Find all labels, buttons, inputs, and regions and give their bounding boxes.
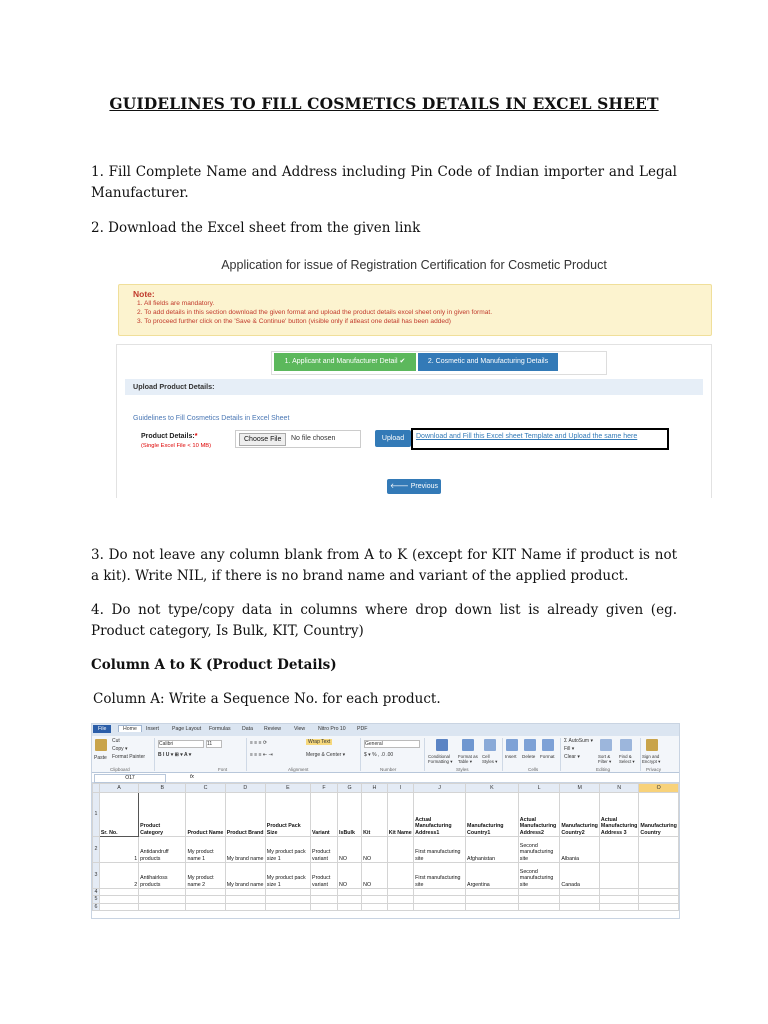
product-details-label: Product Details:* <box>141 433 198 440</box>
application-form-screenshot <box>116 252 712 498</box>
ribbon-separator <box>246 738 247 771</box>
guidelines-link[interactable]: Guidelines to Fill Cosmetics Details in Excel Sheet <box>133 415 290 422</box>
cell[interactable]: 1 <box>99 837 138 863</box>
cell[interactable] <box>639 896 679 903</box>
cell[interactable] <box>265 903 310 910</box>
paste-icon[interactable] <box>95 739 107 751</box>
cell[interactable]: My product pack size 1 <box>265 863 310 889</box>
row-header[interactable]: 4 <box>94 889 98 895</box>
cell[interactable] <box>99 896 138 903</box>
conditional-formatting-button[interactable]: Conditional Formatting ▾ <box>428 754 453 764</box>
formula-bar <box>92 773 679 783</box>
cell[interactable] <box>560 896 600 903</box>
table-row <box>93 863 679 889</box>
table-row <box>93 903 679 910</box>
cell[interactable] <box>518 896 560 903</box>
cell[interactable]: Canada <box>560 863 600 889</box>
download-template-link[interactable]: Download and Fill this Excel sheet Template and Upload the same here <box>416 433 638 440</box>
find-select-button[interactable]: Find & Select ▾ <box>619 754 635 764</box>
sort-filter-button[interactable]: Sort & Filter ▾ <box>598 754 612 764</box>
format-table-icon[interactable] <box>462 739 474 751</box>
file-input[interactable] <box>235 430 361 448</box>
ribbon-separator <box>560 738 561 771</box>
tab-view[interactable]: View <box>294 726 306 732</box>
tab-applicant-details[interactable]: 1. Applicant and Manufacturer Detail ✔ <box>274 353 416 371</box>
cell[interactable] <box>265 896 310 903</box>
wrap-text-button[interactable]: Wrap Text <box>308 739 331 745</box>
col-header[interactable]: L <box>518 784 560 793</box>
cell[interactable] <box>639 863 679 889</box>
col-header[interactable]: E <box>265 784 310 793</box>
upload-panel <box>116 344 712 498</box>
download-link-highlight <box>411 428 669 450</box>
cell[interactable]: Manufacturing Country1 <box>466 793 519 837</box>
cell[interactable]: My brand name <box>225 863 265 889</box>
cell[interactable] <box>139 903 186 910</box>
arrow-left-icon: 🡐 <box>390 483 409 490</box>
ribbon-separator <box>424 738 425 771</box>
note-line-1: 1. All fields are mandatory. <box>137 300 215 307</box>
instruction-2: 2. Download the Excel sheet from the given link <box>91 220 421 236</box>
clear-button[interactable]: Clear ▾ <box>564 754 580 760</box>
cell[interactable]: My product pack size 1 <box>265 837 310 863</box>
tab-insert[interactable]: Insert <box>146 726 159 732</box>
number-format-select[interactable]: General <box>364 740 420 748</box>
ribbon-tabs <box>92 724 679 736</box>
file-size-hint: (Single Excel File < 10 MB) <box>141 443 212 449</box>
conditional-formatting-icon[interactable] <box>436 739 448 751</box>
sign-encrypt-icon[interactable] <box>646 739 658 751</box>
instruction-1: 1. Fill Complete Name and Address including Pin Code of Indian importer and Legal Manufacturer. <box>91 164 677 201</box>
insert-cells-icon[interactable] <box>506 739 518 751</box>
group-alignment: Alignment <box>288 767 309 772</box>
sort-filter-icon[interactable] <box>600 739 612 751</box>
cell[interactable]: NO <box>338 863 362 889</box>
cell[interactable] <box>362 889 388 896</box>
cell[interactable] <box>186 903 225 910</box>
group-number: Number <box>380 767 397 772</box>
cell[interactable] <box>311 903 338 910</box>
cell[interactable]: NO <box>362 837 388 863</box>
copy-button[interactable]: Copy ▾ <box>112 746 128 752</box>
group-styles: Styles <box>456 767 469 772</box>
cell[interactable]: Kit Name <box>387 793 413 837</box>
column-header-row <box>93 784 679 793</box>
cell[interactable] <box>99 903 138 910</box>
cell[interactable] <box>639 889 679 896</box>
choose-file-button[interactable]: Choose File <box>239 433 286 446</box>
section-heading: Column A to K (Product Details) <box>91 657 337 673</box>
cell[interactable] <box>414 889 466 896</box>
row-header[interactable]: 1 <box>93 793 100 837</box>
format-painter-button[interactable]: Format Painter <box>112 754 146 760</box>
cell[interactable]: Product Name <box>186 793 225 837</box>
fill-button[interactable]: Fill ▾ <box>564 746 575 752</box>
cell-styles-button[interactable]: Cell Styles ▾ <box>482 754 498 764</box>
cell[interactable]: NO <box>362 863 388 889</box>
cell[interactable]: 2 <box>99 863 138 889</box>
cell[interactable] <box>387 903 413 910</box>
cell[interactable]: Actual Manufacturing Address1 <box>414 793 466 837</box>
cell[interactable]: My product name 2 <box>186 863 225 889</box>
cut-button[interactable]: Cut <box>112 738 120 744</box>
number-icons[interactable]: $ ▾ % , .0 .00 <box>364 752 394 758</box>
col-header[interactable]: G <box>338 784 362 793</box>
spreadsheet-grid <box>92 783 679 911</box>
tab-review[interactable]: Review <box>264 726 282 732</box>
ribbon-separator <box>154 738 155 771</box>
tab-nitro[interactable]: Nitro Pro 10 <box>318 726 346 732</box>
instruction-3: 3. Do not leave any column blank from A to K (except for KIT Name if product is not a kit). Write NIL, if there is no brand name and variant of the applied product. <box>91 547 677 584</box>
cell[interactable] <box>338 889 362 896</box>
bold-italic-underline-icons[interactable]: B I U ▾ ⊞ ▾ A ▾ <box>158 752 192 758</box>
cell[interactable] <box>362 903 388 910</box>
note-line-2: 2. To add details in this section download the given format and upload the product details excel sheet only in given format. <box>137 309 493 316</box>
name-box[interactable]: O17 <box>94 774 166 783</box>
no-file-text: No file chosen <box>291 435 336 442</box>
cell[interactable]: Sr. No. <box>99 793 138 837</box>
cell[interactable]: Kit <box>362 793 388 837</box>
note-box <box>118 284 712 336</box>
cell[interactable] <box>639 903 679 910</box>
col-header[interactable]: I <box>387 784 413 793</box>
cell[interactable]: First manufacturing site <box>414 863 466 889</box>
cell[interactable]: First manufacturing site <box>414 837 466 863</box>
cell[interactable] <box>466 896 519 903</box>
cell[interactable] <box>362 896 388 903</box>
cell[interactable]: Manufacturing Country <box>639 793 679 837</box>
col-header[interactable]: C <box>186 784 225 793</box>
cell[interactable] <box>518 889 560 896</box>
cell[interactable] <box>387 863 413 889</box>
cell[interactable] <box>387 896 413 903</box>
cell[interactable] <box>466 903 519 910</box>
autosum-button[interactable]: Σ AutoSum ▾ <box>564 738 593 744</box>
cell[interactable] <box>414 896 466 903</box>
sign-encrypt-button[interactable]: Sign and Encrypt ▾ <box>642 754 661 764</box>
ribbon-separator <box>640 738 641 771</box>
cell[interactable] <box>311 896 338 903</box>
cell-styles-icon[interactable] <box>484 739 496 751</box>
cell[interactable]: Albania <box>560 837 600 863</box>
cell[interactable]: Product Brand <box>225 793 265 837</box>
tab-page-layout[interactable]: Page Layout <box>172 726 202 732</box>
delete-cells-icon[interactable] <box>524 739 536 751</box>
table-row <box>93 837 679 863</box>
excel-screenshot <box>91 723 680 919</box>
cell[interactable] <box>639 837 679 863</box>
cell[interactable]: NO <box>338 837 362 863</box>
cell[interactable]: Second manufacturing site <box>518 863 560 889</box>
cell[interactable]: Afghanistan <box>466 837 519 863</box>
table-row <box>93 889 679 896</box>
instruction-4: 4. Do not type/copy data in columns where drop down list is already given (eg. Product category, Is Bulk, KIT, Country) <box>91 602 677 639</box>
row-header[interactable]: 3 <box>93 863 100 889</box>
document-title: GUIDELINES TO FILL COSMETICS DETAILS IN EXCEL SHEET <box>109 94 659 113</box>
cell[interactable]: Actual Manufacturing Address2 <box>518 793 560 837</box>
cell[interactable] <box>225 903 265 910</box>
row-header[interactable]: 6 <box>94 903 98 910</box>
tab-data[interactable]: Data <box>242 726 253 732</box>
cell[interactable]: Actual Manufacturing Address 3 <box>599 793 638 837</box>
group-font: Font <box>218 767 228 772</box>
upload-button[interactable]: Upload <box>375 430 411 447</box>
table-row <box>93 793 679 837</box>
paste-button[interactable]: Paste <box>94 755 107 761</box>
cell[interactable]: Argentina <box>466 863 519 889</box>
tab-pdf[interactable]: PDF <box>357 726 368 732</box>
upload-section-title: Upload Product Details: <box>125 379 703 395</box>
tab-formulas[interactable]: Formulas <box>209 726 231 732</box>
cell[interactable] <box>466 889 519 896</box>
cell[interactable] <box>414 903 466 910</box>
cell[interactable]: My product name 1 <box>186 837 225 863</box>
group-clipboard: Clipboard <box>110 767 130 772</box>
sigma-icon: Σ <box>564 738 569 744</box>
ribbon-separator <box>360 738 361 771</box>
col-header-selected[interactable]: O <box>639 784 679 793</box>
cell[interactable] <box>139 896 186 903</box>
col-header[interactable]: M <box>560 784 600 793</box>
font-size-select[interactable]: 11 <box>206 740 222 748</box>
required-mark: * <box>194 433 198 440</box>
cell[interactable] <box>186 889 225 896</box>
previous-button[interactable]: 🡐 Previous <box>387 479 441 494</box>
col-header[interactable]: F <box>311 784 338 793</box>
col-header[interactable]: N <box>599 784 638 793</box>
cell[interactable] <box>599 903 638 910</box>
group-cells: Cells <box>528 767 539 772</box>
note-line-3: 3. To proceed further click on the 'Save & Continue' button (visible only if atleast one detail has been added) <box>137 318 451 325</box>
cell[interactable] <box>139 889 186 896</box>
find-select-icon[interactable] <box>620 739 632 751</box>
cell[interactable] <box>225 896 265 903</box>
cell[interactable]: Manufacturing Country2 <box>560 793 600 837</box>
col-header[interactable]: J <box>414 784 466 793</box>
font-name-select[interactable]: Calibri <box>158 740 204 748</box>
group-privacy: Privacy <box>646 767 662 772</box>
row-header[interactable]: 2 <box>93 837 100 863</box>
cell[interactable] <box>265 889 310 896</box>
table-row <box>93 896 679 903</box>
delete-button[interactable]: Delete <box>522 754 536 759</box>
cell[interactable] <box>186 896 225 903</box>
row-header[interactable]: 5 <box>94 896 98 903</box>
cell[interactable] <box>99 889 138 896</box>
cell[interactable] <box>387 837 413 863</box>
ribbon <box>92 736 679 773</box>
align-icons[interactable]: ≡ ≡ ≡ ⟳ <box>250 740 268 746</box>
cell[interactable] <box>599 896 638 903</box>
cell[interactable] <box>518 903 560 910</box>
tab-home[interactable]: Home <box>118 725 142 732</box>
tab-cosmetic-details[interactable]: 2. Cosmetic and Manufacturing Details <box>418 353 558 371</box>
instruction-column-a: Column A: Write a Sequence No. for each product. <box>93 691 441 707</box>
tab-file[interactable]: File <box>93 725 111 733</box>
cell[interactable]: Variant <box>311 793 338 837</box>
cell[interactable]: Antihairloss products <box>139 863 186 889</box>
cell[interactable]: Product variant <box>311 837 338 863</box>
cell[interactable] <box>560 903 600 910</box>
cell[interactable]: Product Pack Size <box>265 793 310 837</box>
ribbon-separator <box>502 738 503 771</box>
cell[interactable] <box>599 863 638 889</box>
format-cells-icon[interactable] <box>542 739 554 751</box>
col-header[interactable]: D <box>225 784 265 793</box>
cell[interactable]: Second manufacturing site <box>518 837 560 863</box>
cell[interactable]: IsBulk <box>338 793 362 837</box>
col-header[interactable]: K <box>466 784 519 793</box>
cell[interactable]: Product Category <box>139 793 186 837</box>
cell[interactable] <box>338 896 362 903</box>
merge-center-button[interactable]: Merge & Center ▾ <box>306 752 346 758</box>
corner-cell[interactable] <box>93 784 100 793</box>
cell[interactable] <box>387 889 413 896</box>
align-bottom-icons[interactable]: ≡ ≡ ≡ ⇤ ⇥ <box>250 752 273 758</box>
cell[interactable] <box>599 837 638 863</box>
col-header[interactable]: H <box>362 784 388 793</box>
insert-button[interactable]: Insert <box>505 754 517 759</box>
fx-icon[interactable]: fx <box>190 774 194 780</box>
group-editing: Editing <box>596 767 611 772</box>
cell[interactable]: Product variant <box>311 863 338 889</box>
note-title: Note: <box>133 289 155 299</box>
application-heading: Application for issue of Registration Certification for Cosmetic Product <box>221 258 607 272</box>
format-table-button[interactable]: Format as Table ▾ <box>458 754 478 764</box>
col-header[interactable]: A <box>99 784 138 793</box>
format-button[interactable]: Format <box>540 754 555 759</box>
cell[interactable] <box>599 889 638 896</box>
cell[interactable] <box>560 889 600 896</box>
cell[interactable] <box>225 889 265 896</box>
cell[interactable]: Antidandruff products <box>139 837 186 863</box>
cell[interactable] <box>338 903 362 910</box>
cell[interactable]: My brand name <box>225 837 265 863</box>
col-header[interactable]: B <box>139 784 186 793</box>
cell[interactable] <box>311 889 338 896</box>
